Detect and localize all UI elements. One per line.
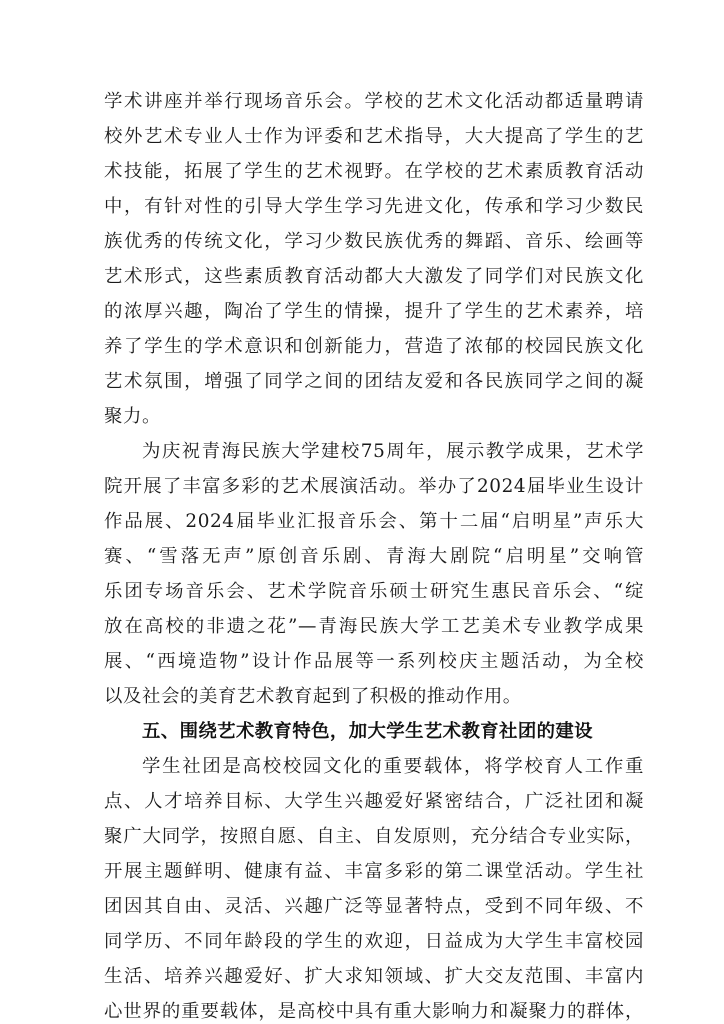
paragraph-line: 点、人才培养目标、大学生兴趣爱好紧密结合，广泛社团和凝 [104,791,644,812]
paragraph-line: 养了学生的学术意识和创新能力，营造了浓郁的校园民族文化 [104,336,644,357]
paragraph-line: 开展主题鲜明、健康有益、丰富多彩的第二课堂活动。学生社 [104,861,644,882]
paragraph-line: 艺术形式，这些素质教育活动都大大激发了同学们对民族文化 [104,266,644,287]
paragraph-line: 的浓厚兴趣，陶冶了学生的情操，提升了学生的艺术素养，培 [104,301,644,322]
paragraph-line: 同学历、不同年龄段的学生的欢迎，日益成为大学生丰富校园 [104,931,644,952]
paragraph-line: 赛、“雪落无声”原创音乐剧、青海大剧院“启明星”交响管 [104,546,644,567]
paragraph-line: 生活、培养兴趣爱好、扩大求知领域、扩大交友范围、丰富内 [104,966,644,987]
paragraph-line: 校外艺术专业人士作为评委和艺术指导，大大提高了学生的艺 [104,126,644,147]
paragraph-line: 中，有针对性的引导大学生学习先进文化，传承和学习少数民 [104,196,644,217]
paragraph-line: 以及社会的美育艺术教育起到了积极的推动作用。 [104,686,522,707]
paragraph-line: 学术讲座并举行现场音乐会。学校的艺术文化活动都适量聘请 [104,91,644,112]
paragraph-line: 聚广大同学，按照自愿、自主、自发原则，充分结合专业实际， [104,826,644,847]
paragraph-line: 团因其自由、灵活、兴趣广泛等显著特点，受到不同年级、不 [104,896,644,917]
paragraph-line: 学生社团是高校校园文化的重要载体，将学校育人工作重 [142,756,644,777]
paragraph-line: 展、“西境造物”设计作品展等一系列校庆主题活动，为全校 [104,651,644,672]
paragraph-line: 族优秀的传统文化，学习少数民族优秀的舞蹈、音乐、绘画等 [104,231,644,252]
paragraph-line: 乐团专场音乐会、艺术学院音乐硕士研究生惠民音乐会、“绽 [104,581,644,602]
paragraph-line: 院开展了丰富多彩的艺术展演活动。举办了2024届毕业生设计 [104,476,644,497]
paragraph-line: 作品展、2024届毕业汇报音乐会、第十二届“启明星”声乐大 [104,511,644,532]
paragraph-line: 聚力。 [104,406,161,427]
paragraph-line: 为庆祝青海民族大学建校75周年，展示教学成果，艺术学 [142,441,644,462]
paragraph-line: 术技能，拓展了学生的艺术视野。在学校的艺术素质教育活动 [104,161,644,182]
paragraph-line: 心世界的重要载体，是高校中具有重大影响力和凝聚力的群体， [104,1001,644,1022]
paragraph-line: 艺术氛围，增强了同学之间的团结友爱和各民族同学之间的凝 [104,371,644,392]
paragraph-line: 放在高校的非遗之花”—青海民族大学工艺美术专业教学成果 [104,616,644,637]
section-heading: 五、围绕艺术教育特色，加大学生艺术教育社团的建设 [142,721,593,742]
